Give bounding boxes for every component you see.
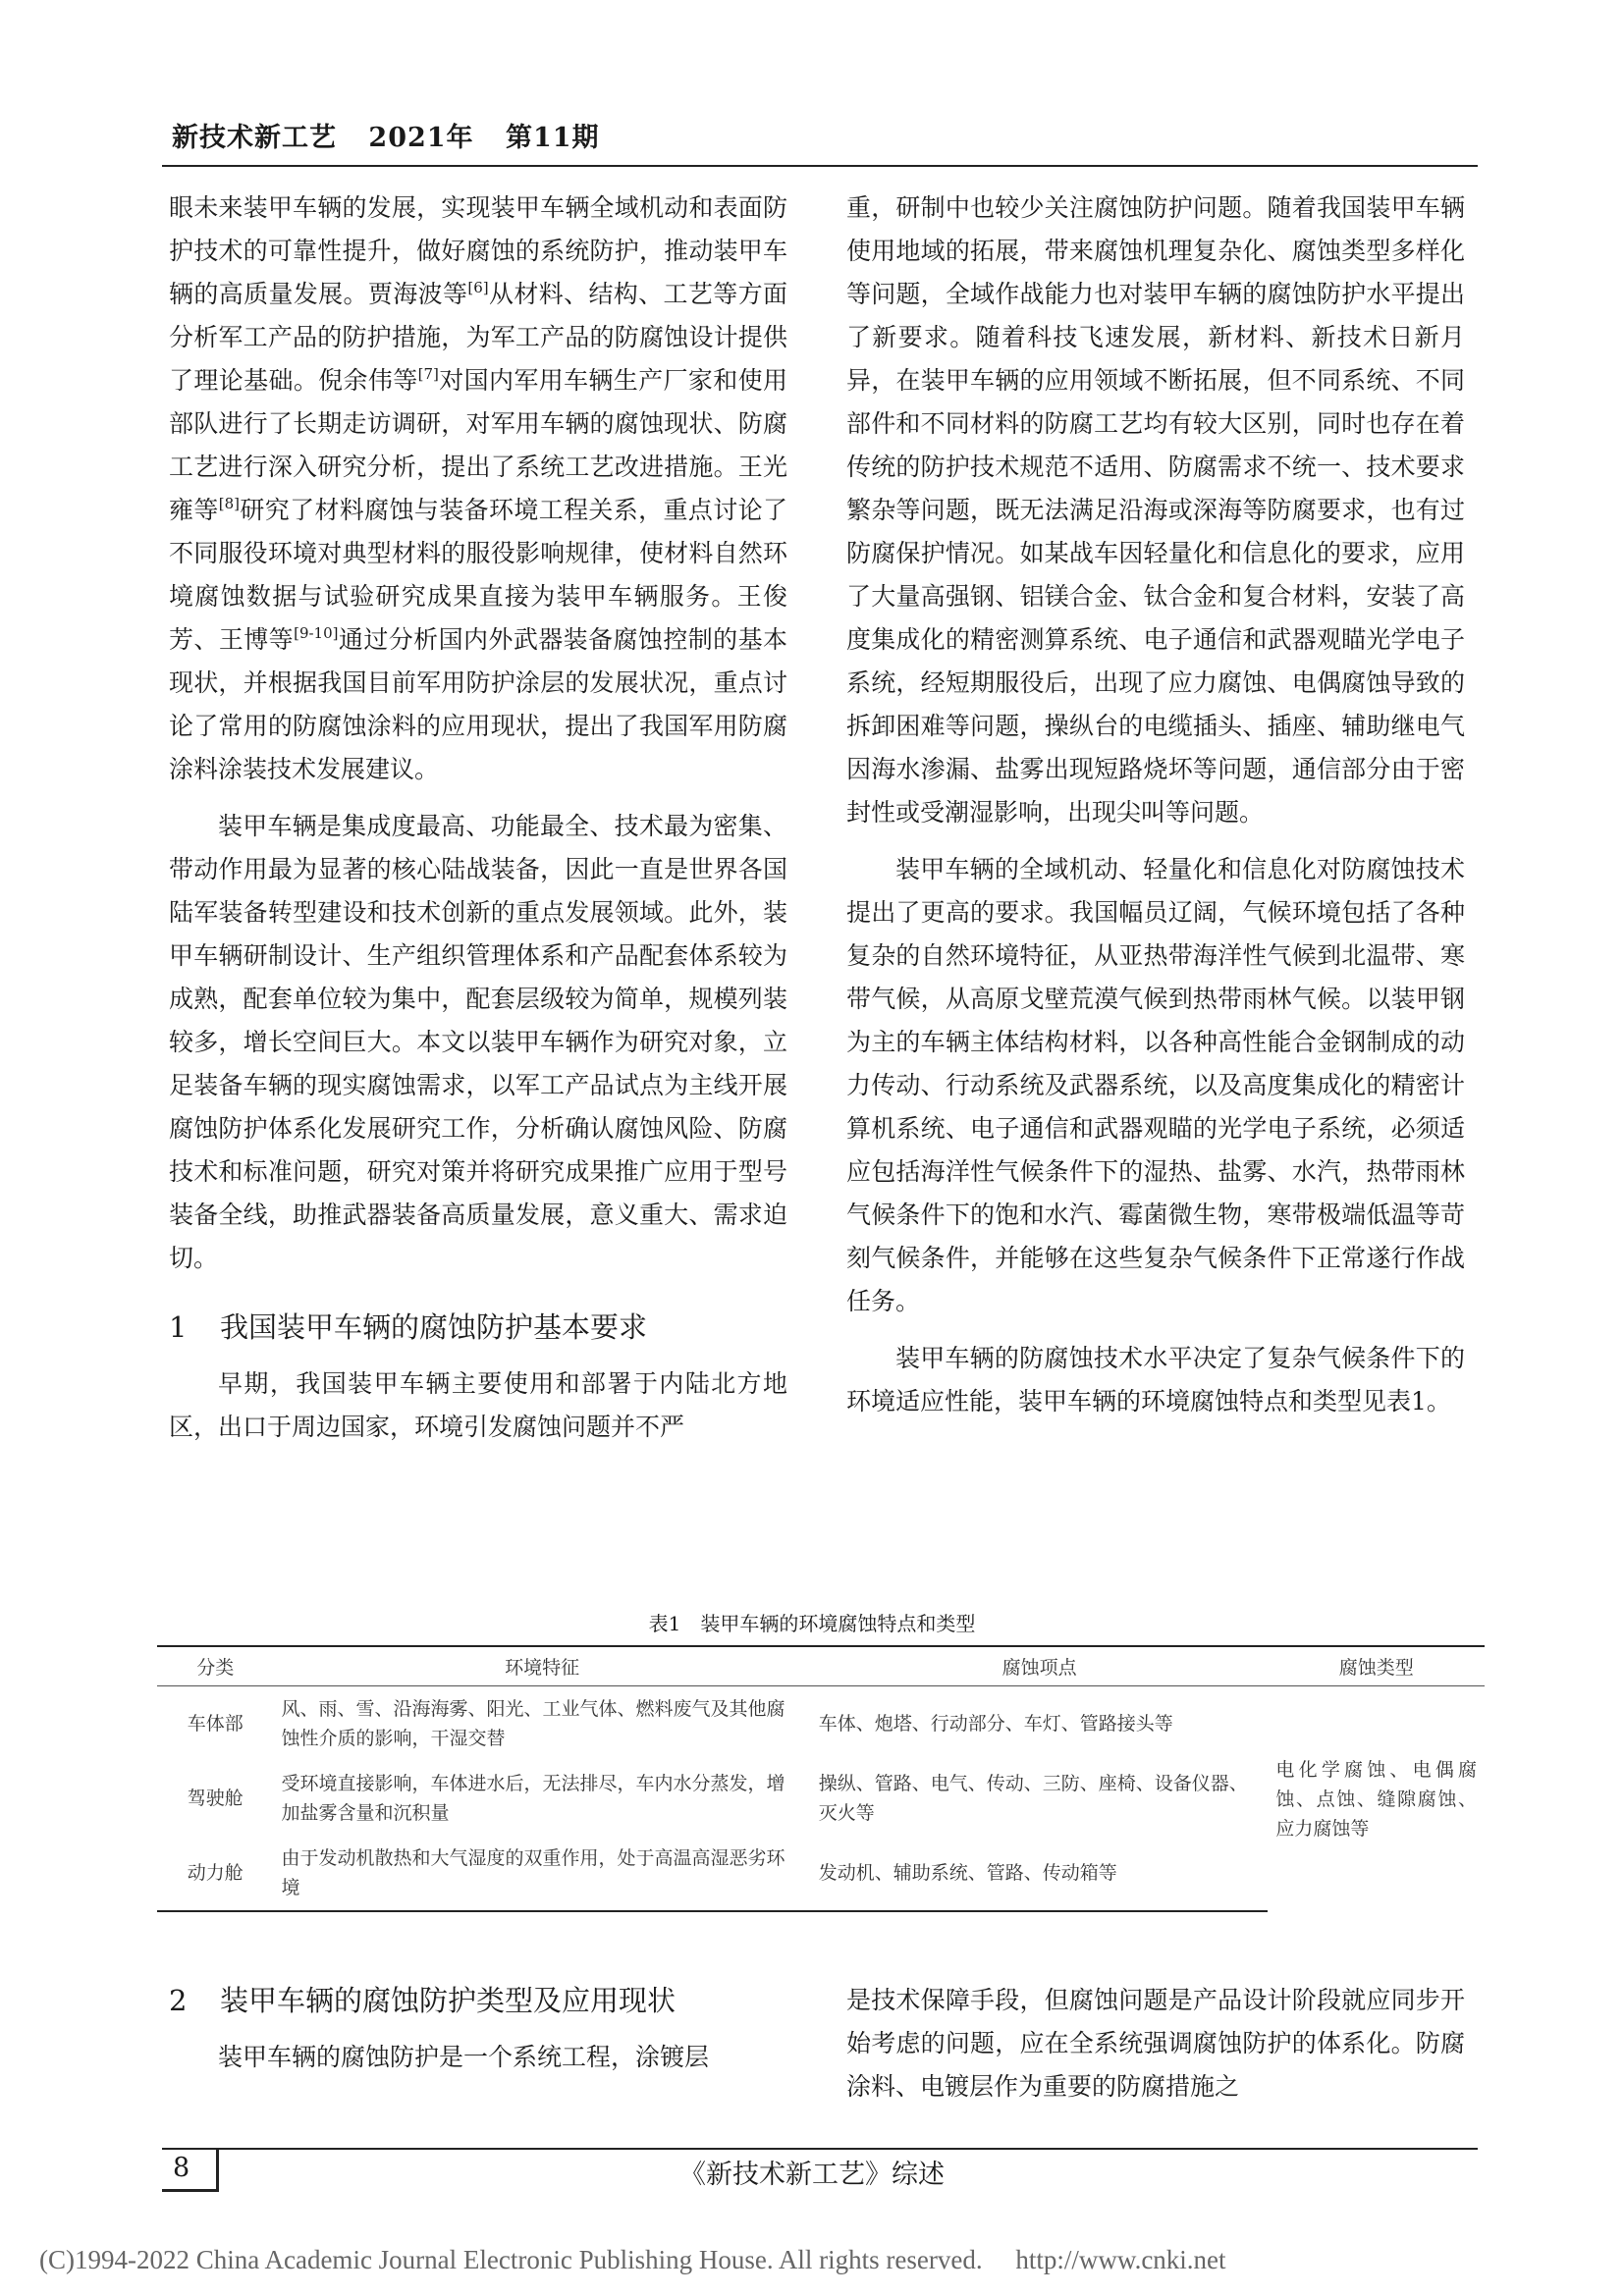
left-column-bottom [169, 1979, 787, 2079]
table-cell: 操纵、管路、电气、传动、三防、座椅、设备仪器、灭火等 [818, 1773, 1248, 1824]
column-header: 分类 [157, 1646, 273, 1686]
paragraph: 装甲车辆的防腐蚀技术水平决定了复杂气候条件下的环境适应性能，装甲车辆的环境腐蚀特点和类型见表1。 [846, 1344, 1465, 1415]
citation[interactable]: [7] [417, 365, 439, 383]
left-column [169, 187, 787, 1449]
section-title: 装甲车辆的腐蚀防护类型及应用现状 [220, 1984, 677, 2017]
footer-journal-title: 《新技术新工艺》综述 [679, 2160, 945, 2190]
table-cell: 车体、炮塔、行动部分、车灯、管路接头等 [818, 1713, 1173, 1735]
paragraph: 眼未来装甲车辆的发展，实现装甲车辆全域机动和表面防护技术的可靠性提升，做好腐蚀的系统防护，推动装甲车辆的高质量发展。贾海波等[6]从材料、结构、工艺等方面分析军工产品的防护措施，为军工产品的防腐蚀设计提供了理论基础。倪余伟等[7]对国内军用车辆生产厂家和使用部队进行了长期走访调研，对军用车辆的腐蚀现状、防腐工艺进行深入研究分析，提出了系统工艺改进措施。王光雍等[8]研究了材料腐蚀与装备环境工程关系，重点讨论了不同服役环境对典型材料的服役影响规律，使材料自然环境腐蚀数据与试验研究成果直接为装甲车辆服务。王俊芳、王博等[9-10]通过分析国内外武器装备腐蚀控制的基本现状，并根据我国目前军用防护涂层的发展状况，重点讨论了常用的防腐蚀涂料的应用现状，提出了我国军用防腐涂料涂装技术发展建议。 [169, 193, 787, 783]
right-column-bottom [846, 1979, 1465, 2109]
copyright-notice: (C)1994-2022 China Academic Journal Electronic Publishing House. All rights reserved. http://www.cnki.net [39, 2245, 1226, 2274]
page-number: 8 [173, 2153, 190, 2183]
citation[interactable]: [6] [467, 279, 489, 296]
header-divider [162, 165, 1478, 167]
paragraph: 早期，我国装甲车辆主要使用和部署于内陆北方地区，出口于周边国家，环境引发腐蚀问题并不严 [169, 1369, 787, 1441]
section-number: 2 [169, 1984, 188, 2017]
footer-divider [162, 2148, 1478, 2150]
column-header: 腐蚀类型 [1268, 1646, 1485, 1686]
table-cell: 受环境直接影响，车体进水后，无法排尽，车内水分蒸发，增加盐雾含量和沉积量 [281, 1773, 785, 1824]
table-cell: 驾驶舱 [187, 1788, 244, 1809]
table-cell: 动力舱 [157, 1836, 273, 1911]
table-header-row [157, 1646, 1485, 1686]
corrosion-table [157, 1645, 1485, 1912]
table-caption: 表1 装甲车辆的环境腐蚀特点和类型 [648, 1612, 976, 1635]
column-header: 腐蚀项点 [811, 1646, 1269, 1686]
paragraph: 是技术保障手段，但腐蚀问题是产品设计阶段就应同步开始考虑的问题，应在全系统强调腐蚀防护的体系化。防腐涂料、电镀层作为重要的防腐措施之 [846, 1986, 1465, 2101]
table-cell: 发动机、辅助系统、管路、传动箱等 [811, 1836, 1269, 1911]
column-header: 环境特征 [273, 1646, 810, 1686]
section-number: 1 [169, 1310, 188, 1344]
journal-name: 新技术新工艺 [172, 123, 337, 153]
paragraph: 重，研制中也较少关注腐蚀防护问题。随着我国装甲车辆使用地域的拓展，带来腐蚀机理复杂化、腐蚀类型多样化等问题，全域作战能力也对装甲车辆的腐蚀防护水平提出了新要求。随着科技飞速发展，新材料、新技术日新月异，在装甲车辆的应用领域不断拓展，但不同系统、不同部件和不同材料的防腐工艺均有较大区别，同时也存在着传统的防护技术规范不适用、防腐需求不统一、技术要求繁杂等问题，既无法满足沿海或深海等防腐要求，也有过防腐保护情况。如某战车因轻量化和信息化的要求，应用了大量高强钢、铝镁合金、钛合金和复合材料，安装了高度集成化的精密测算系统、电子通信和武器观瞄光学电子系统，经短期服役后，出现了应力腐蚀、电偶腐蚀导致的拆卸困难等问题，操纵台的电缆插头、插座、辅助继电气因海水渗漏、盐雾出现短路烧坏等问题，通信部分由于密封性或受潮湿影响，出现尖叫等问题。 [846, 193, 1465, 827]
paragraph: 装甲车辆是集成度最高、功能最全、技术最为密集、带动作用最为显著的核心陆战装备，因此一直是世界各国陆军装备转型建设和技术创新的重点发展领域。此外，装甲车辆研制设计、生产组织管理体系和产品配套体系较为成熟，配套单位较为集中，配套层级较为简单，规模列装较多，增长空间巨大。本文以装甲车辆作为研究对象，立足装备车辆的现实腐蚀需求，以军工产品试点为主线开展腐蚀防护体系化发展研究工作，分析确认腐蚀风险、防腐技术和标准问题，研究对策并将研究成果推广应用于型号装备全线，助推武器装备高质量发展，意义重大、需求迫切。 [169, 812, 787, 1272]
table-row [157, 1686, 1485, 1762]
paragraph: 装甲车辆的全域机动、轻量化和信息化对防腐蚀技术提出了更高的要求。我国幅员辽阔，气候环境包括了各种复杂的自然环境特征，从亚热带海洋性气候到北温带、寒带气候，从高原戈壁荒漠气候到热带雨林气候。以装甲钢为主的车辆主体结构材料，以各种高性能合金钢制成的动力传动、行动系统及武器系统，以及高度集成化的精密计算机系统、电子通信和武器观瞄的光学电子系统，必须适应包括海洋性气候条件下的湿热、盐雾、水汽，热带雨林气候条件下的饱和水汽、霉菌微生物，寒带极端低温等苛刻气候条件，并能够在这些复杂气候条件下正常遂行作战任务。 [846, 855, 1465, 1315]
journal-header [172, 116, 622, 154]
right-column [846, 187, 1465, 1423]
paragraph: 装甲车辆的腐蚀防护是一个系统工程，涂镀层 [218, 2043, 710, 2071]
journal-year: 2021年 [368, 123, 474, 153]
citation[interactable]: [9-10] [294, 624, 339, 642]
table-cell: 车体部 [187, 1713, 244, 1735]
section-heading-2 [169, 1979, 787, 2022]
table-cell: 电化学腐蚀、电偶腐蚀、点蚀、缝隙腐蚀、应力腐蚀等 [1275, 1758, 1477, 1840]
journal-issue: 第11期 [505, 123, 600, 153]
citation[interactable]: [8] [218, 495, 240, 512]
section-title: 我国装甲车辆的腐蚀防护基本要求 [220, 1310, 648, 1344]
section-heading-1 [169, 1306, 787, 1349]
table-cell: 由于发动机散热和大气湿度的双重作用，处于高温高湿恶劣环境 [273, 1836, 810, 1911]
table-cell: 风、雨、雪、沿海海雾、阳光、工业气体、燃料废气及其他腐蚀性介质的影响，干湿交替 [281, 1698, 785, 1749]
